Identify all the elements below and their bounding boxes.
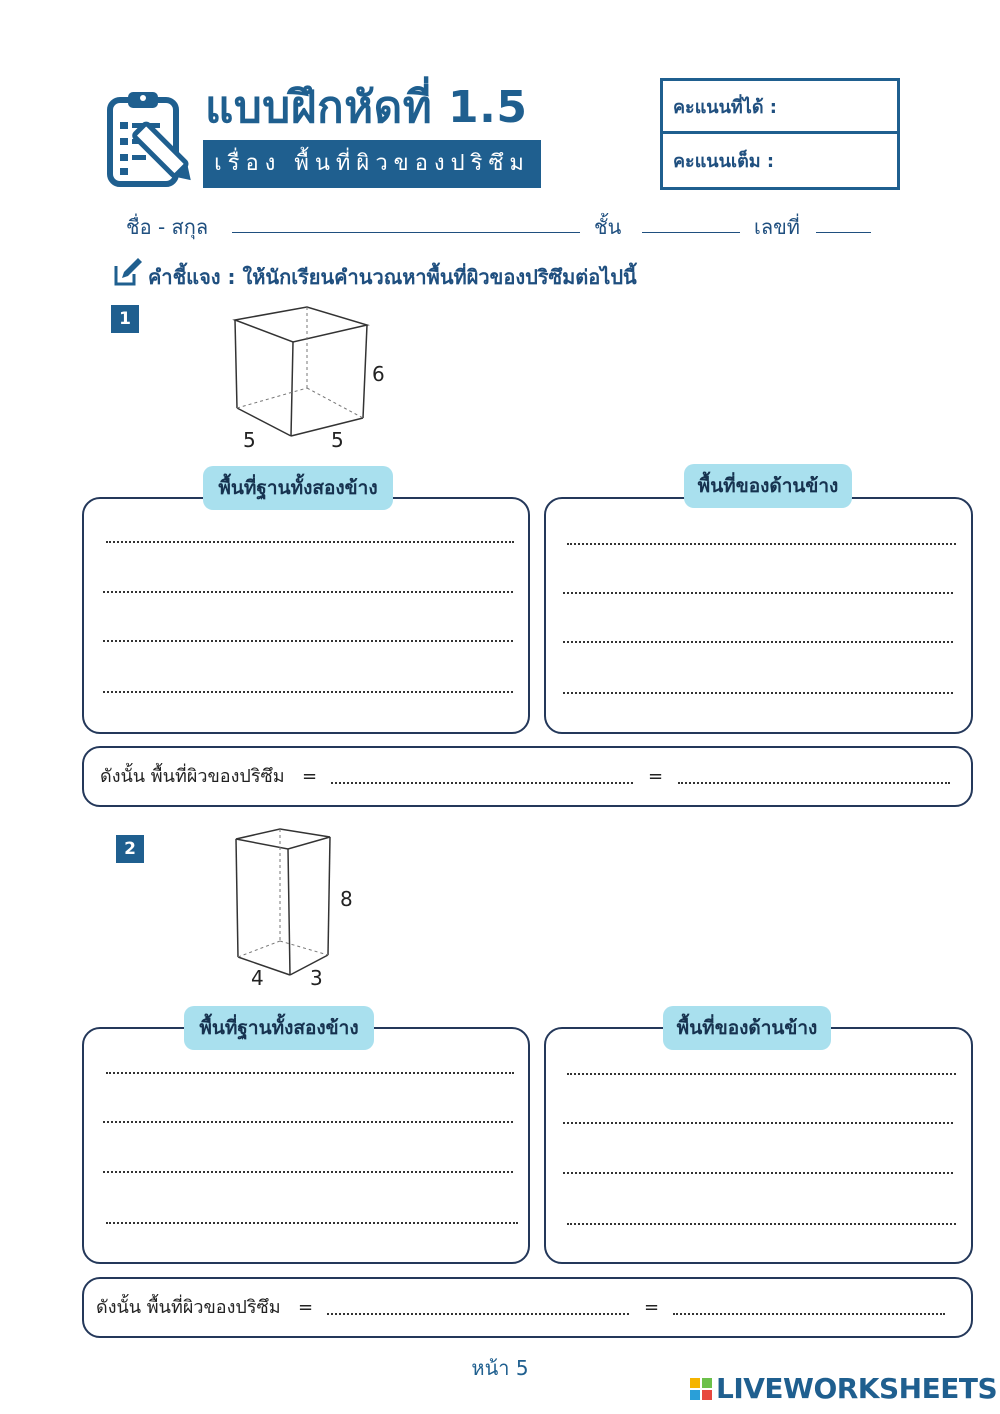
number-blank[interactable] xyxy=(816,232,871,233)
problem-1-base-label: พื้นที่ฐานทั้งสองข้าง xyxy=(203,466,393,510)
page-title: แบบฝึกหัดที่ 1.5 xyxy=(205,82,528,133)
problem-1-side-line-1[interactable] xyxy=(567,543,956,545)
liveworksheets-logo xyxy=(690,1372,997,1405)
problem-2-answer-2[interactable] xyxy=(673,1313,945,1315)
problem-2-eq-2: = xyxy=(644,1297,660,1318)
problem-1-left-label: 5 xyxy=(243,428,256,452)
problem-1-side-line-2[interactable] xyxy=(563,592,953,594)
problem-2-eq-1: = xyxy=(298,1297,314,1318)
problem-1-base-line-4[interactable] xyxy=(103,691,513,693)
problem-2-summary-label: ดังนั้น พื้นที่ผิวของปริซึม xyxy=(96,1297,281,1318)
problem-2-base-line-2[interactable] xyxy=(103,1121,513,1123)
problem-2-base-box xyxy=(82,1027,530,1264)
problem-1-side-label: พื้นที่ของด้านข้าง xyxy=(684,464,852,508)
problem-1-summary-label: ดังนั้น พื้นที่ผิวของปริซึม xyxy=(100,766,285,787)
problem-2-side-line-3[interactable] xyxy=(563,1172,953,1174)
problem-2-side-line-4[interactable] xyxy=(567,1223,956,1225)
class-label: ชั้น xyxy=(594,215,622,239)
problem-1-height-label: 6 xyxy=(372,362,385,386)
problem-1-base-line-1[interactable] xyxy=(106,541,514,543)
problem-1-eq-1: = xyxy=(302,766,318,787)
problem-2-side-line-2[interactable] xyxy=(563,1122,953,1124)
problem-2-base-line-3[interactable] xyxy=(103,1171,513,1173)
problem-2-base-line-1[interactable] xyxy=(106,1072,514,1074)
score-full-label[interactable]: คะแนนเต็ม : xyxy=(673,151,775,172)
problem-2-number: 2 xyxy=(116,835,144,863)
problem-2-answer-1[interactable] xyxy=(327,1313,629,1315)
problem-2-side-line-1[interactable] xyxy=(567,1073,956,1075)
clipboard-pencil-icon xyxy=(104,88,196,190)
problem-1-base-box xyxy=(82,497,530,734)
score-obtained-label[interactable]: คะแนนที่ได้ : xyxy=(663,81,897,134)
problem-1-base-line-3[interactable] xyxy=(103,640,513,642)
problem-1-answer-2[interactable] xyxy=(678,782,950,784)
problem-1-side-box xyxy=(544,497,973,734)
problem-2-prism-figure xyxy=(228,825,338,980)
problem-1-number: 1 xyxy=(111,305,139,333)
problem-1-side-line-3[interactable] xyxy=(563,641,953,643)
problem-2-side-box xyxy=(544,1027,973,1264)
problem-2-right-label: 3 xyxy=(310,966,323,990)
problem-1-right-label: 5 xyxy=(331,428,344,452)
name-blank[interactable] xyxy=(232,232,580,233)
liveworksheets-grid-icon xyxy=(690,1378,712,1400)
problem-2-height-label: 8 xyxy=(340,887,353,911)
name-label: ชื่อ - สกุล xyxy=(126,215,209,239)
problem-2-left-label: 4 xyxy=(251,966,264,990)
class-blank[interactable] xyxy=(642,232,740,233)
problem-2-base-label: พื้นที่ฐานทั้งสองข้าง xyxy=(184,1006,374,1050)
problem-1-answer-1[interactable] xyxy=(331,782,633,784)
problem-1-prism-figure xyxy=(225,300,375,445)
liveworksheets-brand: LIVEWORKSHEETS xyxy=(716,1372,998,1405)
problem-2-side-label: พื้นที่ของด้านข้าง xyxy=(663,1006,831,1050)
page-number: หน้า 5 xyxy=(471,1356,529,1380)
edit-pencil-icon xyxy=(112,256,144,288)
score-box xyxy=(660,78,900,190)
problem-2-base-line-4[interactable] xyxy=(106,1222,518,1224)
page-subtitle: เรื่อง พื้นที่ผิวของปริซึม xyxy=(203,140,541,188)
instruction-text: คำชี้แจง : ให้นักเรียนคำนวณหาพื้นที่ผิวของปริซึมต่อไปนี้ xyxy=(148,265,637,289)
problem-1-side-line-4[interactable] xyxy=(563,692,953,694)
problem-1-eq-2: = xyxy=(648,766,664,787)
number-label: เลขที่ xyxy=(754,215,800,239)
problem-1-base-line-2[interactable] xyxy=(103,591,513,593)
